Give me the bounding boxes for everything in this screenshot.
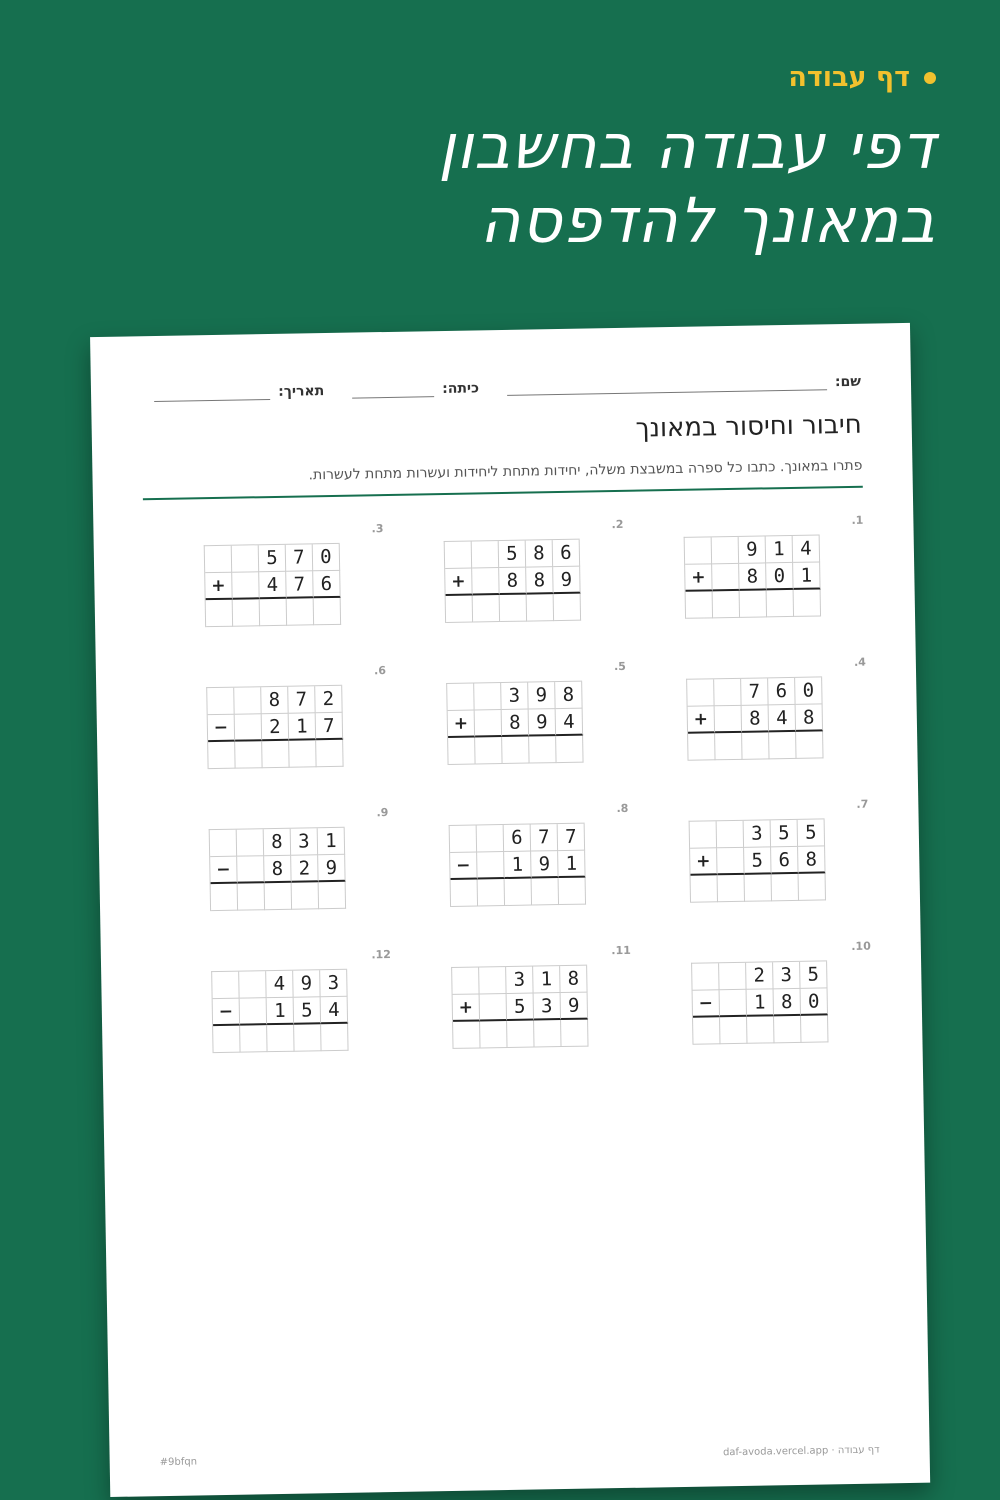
digit-cell: 1	[766, 536, 793, 563]
digit-cell: 1	[267, 998, 294, 1025]
digit-cell	[477, 852, 504, 879]
digit-cell: 8	[261, 687, 288, 714]
digit-cell: 1	[504, 852, 531, 879]
problem-number: 1.	[851, 513, 864, 527]
digit-cell	[240, 998, 267, 1025]
footer-site: דף עבודה · daf-avoda.vercel.app	[722, 1444, 880, 1459]
digit-cell: 8	[774, 989, 801, 1016]
vertical-grid	[209, 827, 346, 911]
answer-cell[interactable]	[742, 732, 769, 759]
digit-cell	[447, 684, 474, 711]
operator-cell: +	[445, 569, 472, 596]
problem-number: 2.	[611, 517, 624, 532]
digit-cell	[720, 990, 747, 1017]
footer-code: #9bfqn	[159, 1456, 198, 1469]
answer-cell[interactable]	[556, 736, 583, 763]
digit-cell: 8	[739, 563, 766, 590]
answer-cell[interactable]	[747, 1016, 774, 1043]
answer-cell[interactable]	[480, 1021, 507, 1048]
problem-number: 9.	[376, 806, 389, 820]
headline-line-2: במאונך להדפסה	[479, 184, 936, 258]
digit-cell: 6	[768, 678, 795, 705]
vertical-grid	[449, 823, 586, 907]
operator-cell: +	[453, 994, 480, 1021]
answer-cell[interactable]	[713, 591, 740, 618]
digit-cell	[472, 541, 499, 568]
problem-number: 11.	[611, 943, 631, 958]
digit-cell: 6	[504, 825, 531, 852]
digit-cell: 9	[553, 567, 580, 594]
digit-cell: 7	[286, 571, 313, 598]
digit-cell: 5	[744, 847, 771, 874]
digit-cell: 0	[795, 677, 822, 704]
digit-cell	[210, 830, 237, 857]
problem-card	[626, 656, 868, 750]
digit-cell: 1	[558, 851, 585, 878]
digit-cell: 3	[291, 828, 318, 855]
vertical-grid	[451, 965, 588, 1049]
digit-cell: 9	[529, 709, 556, 736]
answer-cell[interactable]	[211, 884, 238, 911]
digit-cell: 8	[526, 540, 553, 567]
digit-cell: 8	[264, 829, 291, 856]
answer-cell[interactable]	[260, 599, 287, 626]
digit-cell: 5	[259, 545, 286, 572]
answer-cell[interactable]	[448, 737, 475, 764]
digit-cell: 0	[801, 988, 828, 1015]
answer-cell[interactable]	[292, 882, 319, 909]
category-tag-label: דף עבודה	[788, 62, 910, 93]
digit-cell: 9	[561, 993, 588, 1020]
answer-cell[interactable]	[686, 591, 713, 618]
digit-cell: 9	[528, 682, 555, 709]
problem-number: 3.	[371, 522, 384, 536]
answer-cell[interactable]	[507, 1021, 534, 1048]
answer-cell[interactable]	[233, 599, 260, 626]
digit-cell	[712, 564, 739, 591]
digit-cell: 9	[293, 970, 320, 997]
answer-cell[interactable]	[314, 598, 341, 625]
digit-cell	[477, 825, 504, 852]
problem-number: 6.	[373, 664, 387, 678]
answer-cell[interactable]	[718, 875, 745, 902]
answer-cell[interactable]	[240, 1025, 267, 1052]
date-field	[154, 383, 324, 402]
problem-card	[383, 518, 625, 612]
answer-cell[interactable]	[453, 1021, 480, 1048]
digit-cell	[452, 967, 479, 994]
answer-cell[interactable]	[769, 732, 796, 759]
problem-card	[628, 798, 870, 892]
digit-cell: 5	[294, 997, 321, 1024]
vertical-grid	[211, 969, 348, 1053]
answer-cell[interactable]	[446, 596, 473, 623]
answer-cell[interactable]	[475, 737, 502, 764]
vertical-grid	[686, 676, 823, 760]
answer-cell[interactable]	[532, 878, 559, 905]
digit-cell	[239, 971, 266, 998]
digit-cell: 3	[744, 820, 771, 847]
answer-cell[interactable]	[794, 589, 821, 616]
digit-cell: 1	[289, 713, 316, 740]
digit-cell	[207, 688, 234, 715]
answer-cell[interactable]	[801, 1015, 828, 1042]
answer-cell[interactable]	[319, 882, 346, 909]
operator-cell: +	[205, 573, 232, 600]
digit-cell: 4	[793, 535, 820, 562]
digit-cell	[717, 821, 744, 848]
digit-cell: 3	[534, 993, 561, 1020]
operator-cell: −	[213, 999, 240, 1026]
digit-cell	[475, 710, 502, 737]
bullet-dot-icon	[924, 72, 936, 84]
problem-number: 10.	[851, 939, 871, 953]
digit-cell: 4	[321, 997, 348, 1024]
answer-cell[interactable]	[720, 1017, 747, 1044]
class-field	[352, 380, 479, 398]
answer-cell[interactable]	[693, 1017, 720, 1044]
name-field	[507, 374, 861, 396]
answer-cell[interactable]	[772, 874, 799, 901]
operator-cell: +	[685, 564, 712, 591]
digit-cell: 8	[798, 846, 825, 873]
problem-card	[388, 802, 630, 896]
digit-cell: 1	[318, 828, 345, 855]
digit-cell: 5	[499, 541, 526, 568]
problem-number: 4.	[853, 655, 866, 669]
digit-cell: 8	[796, 704, 823, 731]
digit-cell: 5	[800, 961, 827, 988]
answer-cell[interactable]	[740, 590, 767, 617]
vertical-grid	[684, 534, 821, 618]
class-line	[352, 381, 434, 398]
answer-cell[interactable]	[213, 1026, 240, 1053]
digit-cell	[235, 714, 262, 741]
digit-cell	[717, 848, 744, 875]
digit-cell: 1	[793, 562, 820, 589]
headline-line-1: דפי עבודה בחשבון	[438, 110, 936, 183]
digit-cell	[232, 545, 259, 572]
operator-cell: +	[448, 711, 475, 738]
problem-grid	[143, 514, 872, 1042]
digit-cell	[712, 537, 739, 564]
digit-cell: 8	[499, 568, 526, 595]
answer-cell[interactable]	[238, 883, 265, 910]
digit-cell	[450, 825, 477, 852]
problem-number: 12.	[371, 948, 391, 962]
answer-cell[interactable]	[561, 1020, 588, 1047]
problem-card	[631, 940, 873, 1034]
answer-cell[interactable]	[473, 595, 500, 622]
digit-cell	[719, 963, 746, 990]
digit-cell: 8	[742, 705, 769, 732]
digit-cell: 1	[747, 989, 774, 1016]
answer-cell[interactable]	[799, 873, 826, 900]
operator-cell: −	[208, 715, 235, 742]
digit-cell	[715, 706, 742, 733]
answer-cell[interactable]	[554, 594, 581, 621]
digit-cell: 7	[288, 686, 315, 713]
headline	[236, 110, 936, 259]
digit-cell: 4	[556, 709, 583, 736]
digit-cell: 8	[555, 682, 582, 709]
digit-cell: 3	[506, 967, 533, 994]
digit-cell: 5	[507, 994, 534, 1021]
operator-cell: +	[690, 848, 717, 875]
date-label: תאריך:	[278, 383, 325, 400]
problem-card	[386, 660, 628, 754]
vertical-grid	[446, 681, 583, 765]
operator-cell: −	[210, 857, 237, 884]
problem-number: 5.	[613, 659, 627, 674]
header-divider	[143, 486, 863, 501]
digit-cell: 0	[766, 563, 793, 590]
problem-number: 7.	[856, 797, 869, 811]
problem-card	[143, 522, 385, 616]
problem-number: 8.	[616, 801, 629, 816]
digit-cell	[687, 679, 714, 706]
answer-cell[interactable]	[534, 1020, 561, 1047]
digit-cell	[237, 856, 264, 883]
digit-cell: 8	[264, 856, 291, 883]
answer-cell[interactable]	[505, 879, 532, 906]
digit-cell	[205, 546, 232, 573]
digit-cell: 7	[286, 544, 313, 571]
operator-cell: −	[693, 990, 720, 1017]
answer-cell[interactable]	[206, 600, 233, 627]
digit-cell: 3	[320, 970, 347, 997]
digit-cell: 3	[773, 962, 800, 989]
answer-cell[interactable]	[287, 598, 314, 625]
digit-cell	[472, 568, 499, 595]
answer-cell[interactable]	[774, 1016, 801, 1043]
answer-cell[interactable]	[262, 741, 289, 768]
answer-cell[interactable]	[451, 879, 478, 906]
digit-cell: 0	[313, 544, 340, 571]
worksheet-instructions: פתרו במאונך. כתבו כל ספרה במשבצת משלה, יחידות מתחת ליחידות ועשרות מתחת לעשרות.	[308, 457, 863, 484]
digit-cell	[474, 683, 501, 710]
vertical-grid	[691, 960, 828, 1044]
digit-cell	[479, 967, 506, 994]
problem-card	[148, 806, 390, 900]
digit-cell	[445, 542, 472, 569]
digit-cell: 8	[502, 710, 529, 737]
digit-cell: 7	[316, 713, 343, 740]
name-label: שם:	[834, 373, 862, 391]
answer-cell[interactable]	[529, 736, 556, 763]
digit-cell: 5	[798, 819, 825, 846]
digit-cell: 9	[531, 851, 558, 878]
digit-cell: 2	[291, 855, 318, 882]
operator-cell: −	[450, 852, 477, 879]
answer-cell[interactable]	[767, 590, 794, 617]
answer-cell[interactable]	[478, 879, 505, 906]
digit-cell: 7	[558, 824, 585, 851]
digit-cell	[237, 829, 264, 856]
answer-cell[interactable]	[559, 878, 586, 905]
digit-cell: 4	[259, 572, 286, 599]
digit-cell: 8	[526, 567, 553, 594]
digit-cell: 2	[315, 686, 342, 713]
vertical-grid	[204, 543, 341, 627]
digit-cell: 9	[739, 536, 766, 563]
digit-cell: 4	[266, 971, 293, 998]
category-tag	[788, 62, 936, 93]
digit-cell: 7	[531, 824, 558, 851]
digit-cell: 5	[771, 820, 798, 847]
answer-cell[interactable]	[691, 875, 718, 902]
student-fields	[151, 374, 861, 402]
worksheet-title: חיבור וחיסור במאונך	[635, 409, 862, 444]
digit-cell	[685, 537, 712, 564]
digit-cell: 1	[533, 966, 560, 993]
digit-cell: 9	[318, 855, 345, 882]
answer-cell[interactable]	[294, 1024, 321, 1051]
digit-cell: 7	[741, 678, 768, 705]
answer-cell[interactable]	[745, 874, 772, 901]
digit-cell: 6	[313, 571, 340, 598]
answer-cell[interactable]	[235, 741, 262, 768]
digit-cell: 6	[553, 540, 580, 567]
answer-cell[interactable]	[715, 733, 742, 760]
answer-cell[interactable]	[265, 883, 292, 910]
answer-cell[interactable]	[321, 1024, 348, 1051]
answer-cell[interactable]	[208, 742, 235, 769]
answer-cell[interactable]	[289, 740, 316, 767]
answer-cell[interactable]	[500, 595, 527, 622]
digit-cell	[714, 679, 741, 706]
answer-cell[interactable]	[796, 731, 823, 758]
digit-cell: 8	[560, 966, 587, 993]
vertical-grid	[206, 685, 343, 769]
operator-cell: +	[688, 706, 715, 733]
answer-cell[interactable]	[267, 1025, 294, 1052]
date-line	[154, 384, 270, 402]
digit-cell	[234, 687, 261, 714]
problem-card	[391, 944, 633, 1038]
worksheet-preview	[90, 323, 930, 1497]
digit-cell	[692, 963, 719, 990]
digit-cell	[480, 994, 507, 1021]
problem-card	[146, 664, 388, 758]
answer-cell[interactable]	[688, 733, 715, 760]
vertical-grid	[444, 539, 581, 623]
digit-cell: 2	[262, 714, 289, 741]
digit-cell: 3	[501, 683, 528, 710]
vertical-grid	[689, 818, 826, 902]
class-label: כיתה:	[442, 380, 480, 398]
name-line	[507, 374, 827, 396]
digit-cell	[690, 821, 717, 848]
digit-cell: 6	[771, 847, 798, 874]
answer-cell[interactable]	[316, 740, 343, 767]
answer-cell[interactable]	[502, 737, 529, 764]
answer-cell[interactable]	[527, 594, 554, 621]
digit-cell	[232, 572, 259, 599]
digit-cell	[212, 972, 239, 999]
digit-cell: 4	[769, 705, 796, 732]
digit-cell: 2	[746, 962, 773, 989]
problem-card	[151, 948, 393, 1042]
problem-card	[623, 514, 865, 608]
